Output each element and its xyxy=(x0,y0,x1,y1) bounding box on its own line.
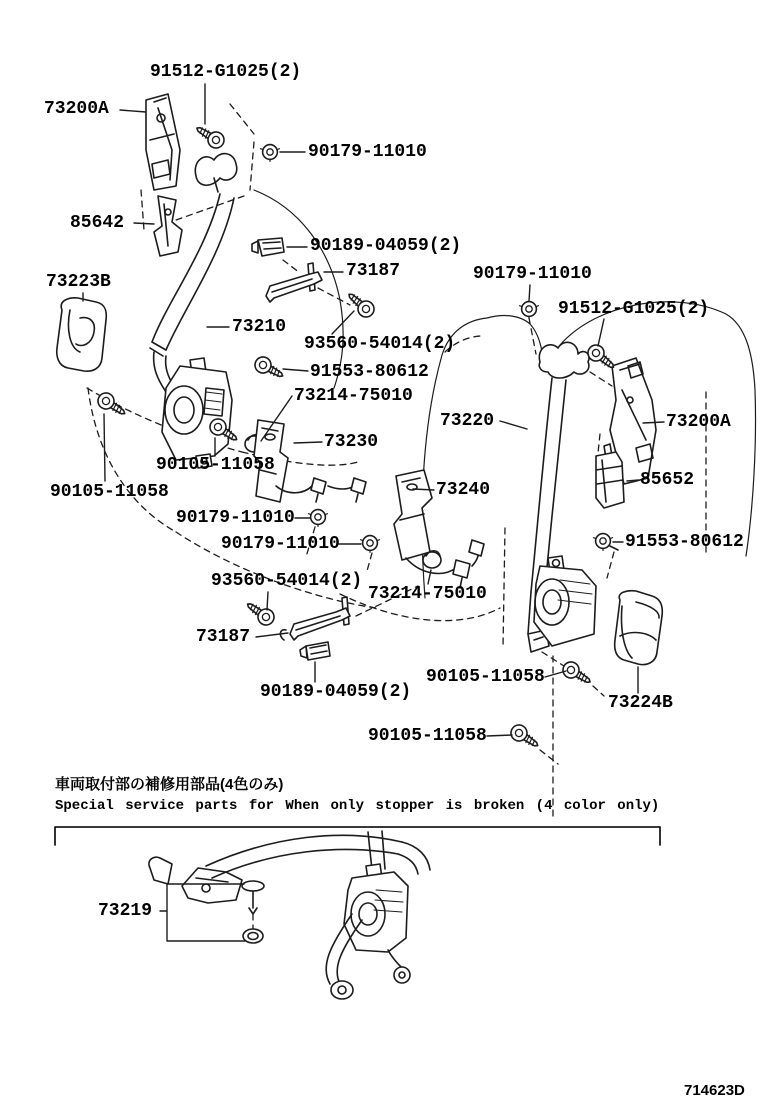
part-right-retractor xyxy=(534,556,596,646)
part-85642 xyxy=(154,196,182,256)
part-label-90189-04059-bottom: 90189-04059(2) xyxy=(260,682,412,702)
part-73240-buckle xyxy=(394,470,432,560)
part-label-73187-bottom: 73187 xyxy=(196,627,251,647)
part-label-73200a-right: 73200A xyxy=(666,412,731,432)
part-label-91553-80612-left: 91553-80612 xyxy=(310,362,429,382)
screw-90105-a xyxy=(95,390,129,420)
part-label-85642: 85642 xyxy=(70,213,125,233)
part-label-93560-54014-bottom: 93560-54014(2) xyxy=(211,571,363,591)
nut-90179-right xyxy=(520,302,539,319)
part-label-90105-11058-c: 90105-11058 xyxy=(426,667,545,687)
part-label-73187-top: 73187 xyxy=(346,261,401,281)
screw-91553-left xyxy=(252,354,286,383)
part-73200a-left xyxy=(146,94,180,190)
part-90189-clip-bottom xyxy=(300,642,330,660)
part-label-90179-11010-d: 90179-11010 xyxy=(221,534,340,554)
part-label-90179-11010-c: 90179-11010 xyxy=(176,508,295,528)
part-label-73200a-left: 73200A xyxy=(44,99,109,119)
part-label-85652: 85652 xyxy=(640,470,695,490)
note-english: Special service parts for When only stopper is broken (4 color only) xyxy=(55,798,660,814)
part-73224b-cover xyxy=(615,591,663,665)
part-label-90179-11010-top: 90179-11010 xyxy=(308,142,427,162)
part-label-91512-g1025-right: 91512-G1025(2) xyxy=(558,299,710,319)
part-label-73230: 73230 xyxy=(324,432,379,452)
right-seatbelt-assembly xyxy=(394,342,662,664)
screw-91512-left xyxy=(193,121,227,151)
part-73210-retractor xyxy=(162,358,232,468)
note-japanese: 車両取付部の補修用部品(4色のみ) xyxy=(55,776,284,793)
part-73187-arm-bottom xyxy=(280,597,350,640)
part-label-73220: 73220 xyxy=(440,411,495,431)
part-label-90105-11058-b: 90105-11058 xyxy=(50,482,169,502)
buckle-wiring-left xyxy=(276,478,366,502)
nut-91553-right xyxy=(594,534,613,551)
screw-93560-bottom xyxy=(243,598,277,629)
stopper-grommet xyxy=(243,929,263,943)
part-label-73210: 73210 xyxy=(232,317,287,337)
part-90189-clip-top xyxy=(252,238,284,256)
stopper-pin xyxy=(242,881,264,914)
part-label-93560-54014-top: 93560-54014(2) xyxy=(304,334,456,354)
part-label-73224b: 73224B xyxy=(608,693,673,713)
part-73214-clip-right xyxy=(423,551,441,568)
part-label-90189-04059-top: 90189-04059(2) xyxy=(310,236,462,256)
screw-90105-c xyxy=(560,659,594,689)
nut-90179-top xyxy=(261,145,280,162)
part-label-90105-11058-a: 90105-11058 xyxy=(156,455,275,475)
part-label-73219: 73219 xyxy=(98,901,153,921)
part-label-73214-75010-bottom: 73214-75010 xyxy=(368,584,487,604)
part-label-91553-80612-right: 91553-80612 xyxy=(625,532,744,552)
nut-90179-d xyxy=(361,536,380,553)
part-label-91512-g1025-top: 91512-G1025(2) xyxy=(150,62,302,82)
screw-90105-d xyxy=(508,722,542,752)
part-label-73223b: 73223B xyxy=(46,272,111,292)
part-label-73214-75010-top: 73214-75010 xyxy=(294,386,413,406)
part-label-73240: 73240 xyxy=(436,480,491,500)
nut-90179-c xyxy=(309,510,328,527)
part-label-90105-11058-d: 90105-11058 xyxy=(368,726,487,746)
part-label-90179-11010-right: 90179-11010 xyxy=(473,264,592,284)
part-73223b-cover xyxy=(57,298,107,371)
doc-number: 714623D xyxy=(684,1082,745,1099)
